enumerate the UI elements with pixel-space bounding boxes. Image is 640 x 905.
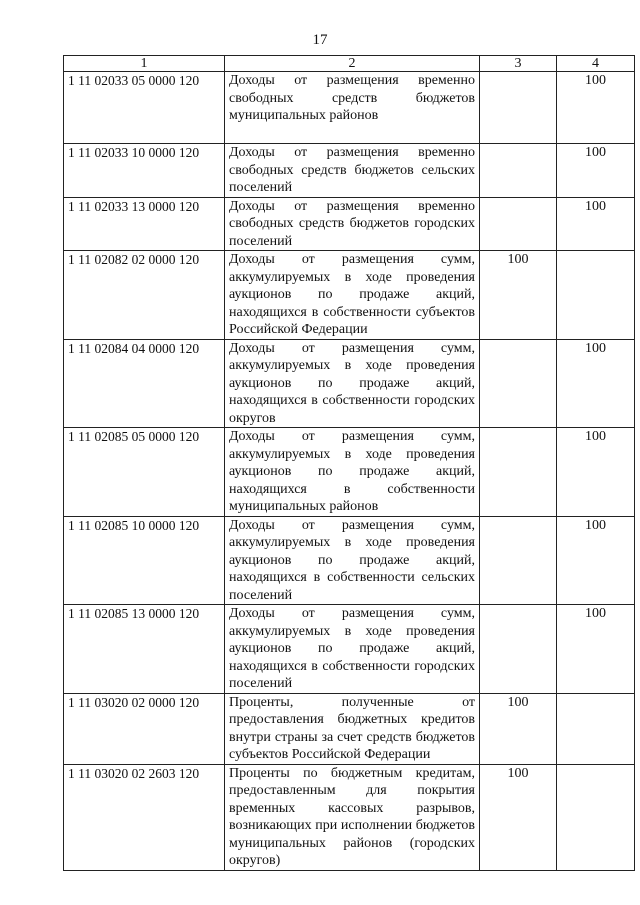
description-cell: Проценты, полученные от предоставления бюджетных кредитов внутри страны за счет средств бюджетов субъектов Российской Федерации xyxy=(225,693,480,764)
table-row xyxy=(64,516,635,605)
column-3-value: 100 xyxy=(480,764,557,870)
column-3-value xyxy=(480,605,557,694)
code-cell: 1 11 02084 04 0000 120 xyxy=(64,339,225,428)
code-cell: 1 11 02085 13 0000 120 xyxy=(64,605,225,694)
table-row xyxy=(64,72,635,144)
column-3-value xyxy=(480,197,557,251)
code-cell: 1 11 03020 02 2603 120 xyxy=(64,764,225,870)
column-3-value: 100 xyxy=(480,693,557,764)
code-cell: 1 11 02085 10 0000 120 xyxy=(64,516,225,605)
code-cell: 1 11 02033 10 0000 120 xyxy=(64,144,225,198)
table-row xyxy=(64,197,635,251)
header-col-1: 1 xyxy=(64,56,225,72)
column-3-value xyxy=(480,339,557,428)
table-row xyxy=(64,144,635,198)
description-cell: Доходы от размещения временно свободных средств бюджетов муниципальных районов xyxy=(225,72,480,144)
column-4-value: 100 xyxy=(557,516,635,605)
table-row xyxy=(64,339,635,428)
table-row xyxy=(64,693,635,764)
description-cell: Проценты по бюджетным кредитам, предоставленным для покрытия временных кассовых разрывов, возникающих при исполнении бюджетов муниципальных районов (городских округов) xyxy=(225,764,480,870)
table-header-row xyxy=(64,56,635,72)
table-row xyxy=(64,605,635,694)
description-cell: Доходы от размещения временно свободных средств бюджетов городских поселений xyxy=(225,197,480,251)
column-4-value: 100 xyxy=(557,72,635,144)
column-3-value xyxy=(480,516,557,605)
column-4-value xyxy=(557,693,635,764)
table-row xyxy=(64,251,635,340)
description-cell: Доходы от размещения сумм, аккумулируемых в ходе проведения аукционов по продаже акций, находящихся в собственности субъектов Российской Федерации xyxy=(225,251,480,340)
description-cell: Доходы от размещения сумм, аккумулируемых в ходе проведения аукционов по продаже акций, находящихся в собственности городских поселений xyxy=(225,605,480,694)
column-3-value: 100 xyxy=(480,251,557,340)
column-4-value: 100 xyxy=(557,339,635,428)
header-col-4: 4 xyxy=(557,56,635,72)
code-cell: 1 11 02085 05 0000 120 xyxy=(64,428,225,517)
column-4-value: 100 xyxy=(557,144,635,198)
table-row xyxy=(64,428,635,517)
column-3-value xyxy=(480,72,557,144)
code-cell: 1 11 02033 13 0000 120 xyxy=(64,197,225,251)
table-body xyxy=(64,72,635,871)
column-4-value xyxy=(557,764,635,870)
column-3-value xyxy=(480,428,557,517)
budget-codes-table xyxy=(63,55,635,871)
header-col-3: 3 xyxy=(480,56,557,72)
description-cell: Доходы от размещения сумм, аккумулируемых в ходе проведения аукционов по продаже акций, находящихся в собственности муниципальных районов xyxy=(225,428,480,517)
header-col-2: 2 xyxy=(225,56,480,72)
code-cell: 1 11 02033 05 0000 120 xyxy=(64,72,225,144)
code-cell: 1 11 03020 02 0000 120 xyxy=(64,693,225,764)
description-cell: Доходы от размещения сумм, аккумулируемых в ходе проведения аукционов по продаже акций, находящихся в собственности сельских поселений xyxy=(225,516,480,605)
table-row xyxy=(64,764,635,870)
column-4-value: 100 xyxy=(557,605,635,694)
column-4-value: 100 xyxy=(557,428,635,517)
page-number: 17 xyxy=(312,32,328,48)
column-3-value xyxy=(480,144,557,198)
column-4-value xyxy=(557,251,635,340)
column-4-value: 100 xyxy=(557,197,635,251)
description-cell: Доходы от размещения временно свободных средств бюджетов сельских поселений xyxy=(225,144,480,198)
description-cell: Доходы от размещения сумм, аккумулируемых в ходе проведения аукционов по продаже акций, находящихся в собственности городских округов xyxy=(225,339,480,428)
code-cell: 1 11 02082 02 0000 120 xyxy=(64,251,225,340)
